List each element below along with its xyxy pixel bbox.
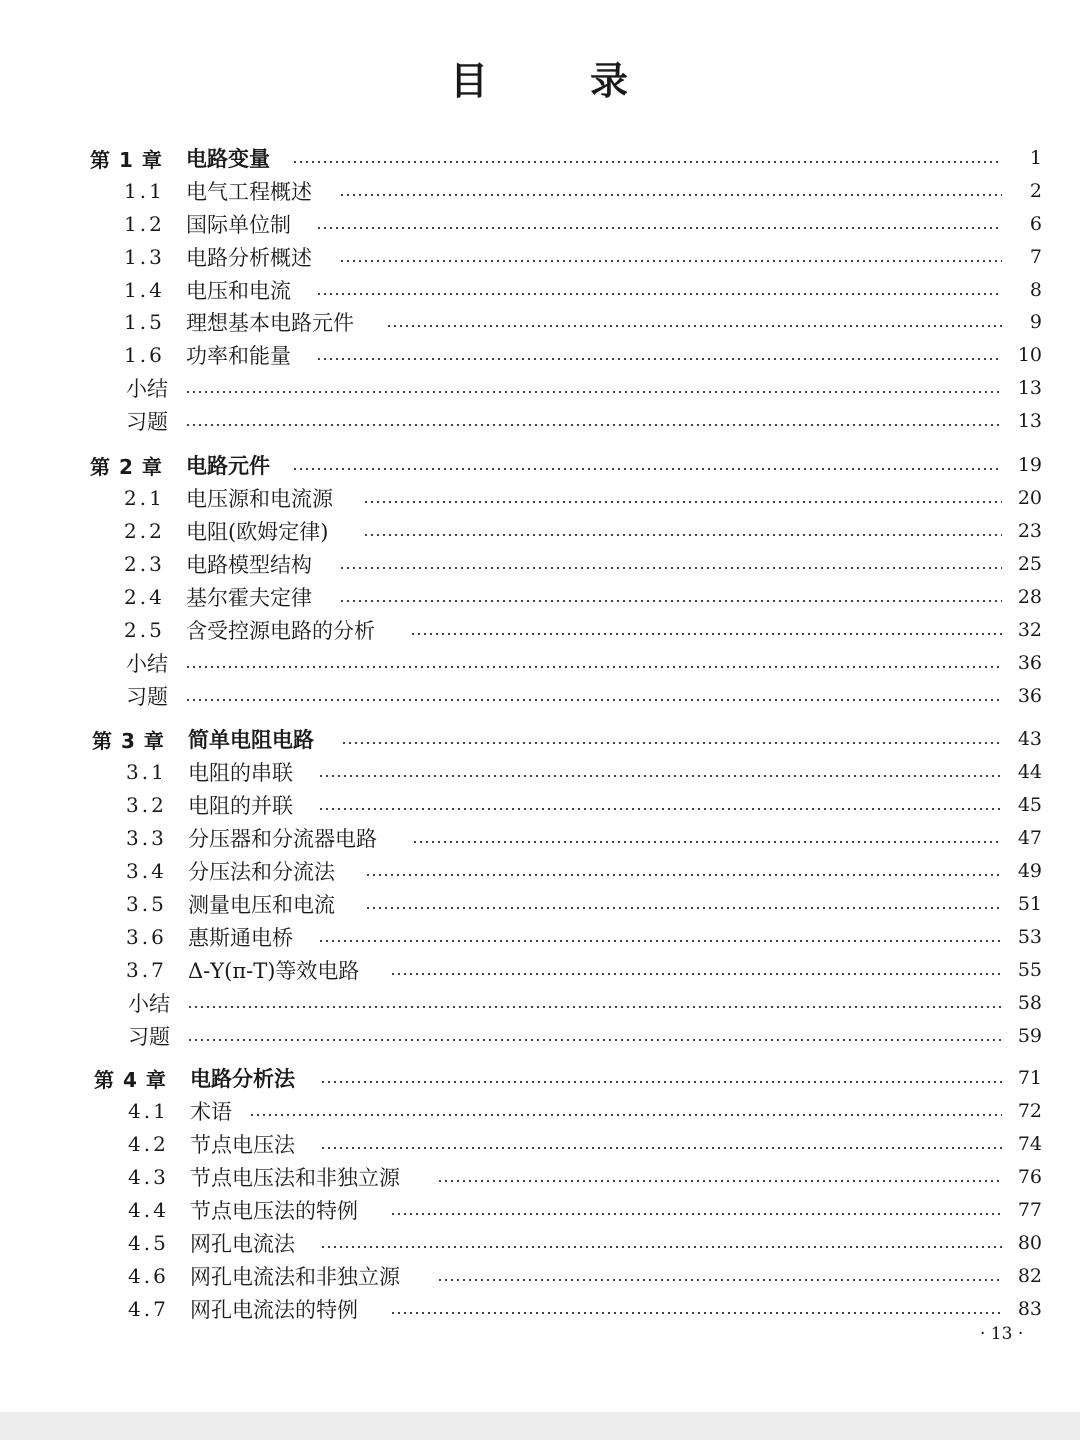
toc-entry-title: 节点电压法 — [190, 1129, 301, 1159]
toc-entry-title: 电阻的串联 — [188, 757, 299, 787]
toc-entry-number: 4.6 — [128, 1264, 169, 1288]
toc-entry-title: 分压器和分流器电路 — [188, 823, 383, 853]
toc-entry-number: 2.4 — [124, 585, 165, 609]
toc-page-number: 32 — [1002, 619, 1042, 641]
toc-entry-title: 国际单位制 — [186, 209, 297, 239]
toc-section-entry[interactable] — [0, 756, 1080, 788]
toc-page-number: 2 — [1002, 180, 1042, 202]
toc-entry-title: 电路模型结构 — [186, 549, 318, 579]
toc-section-entry[interactable] — [0, 339, 1080, 371]
toc-section-entry[interactable] — [0, 241, 1080, 273]
toc-page-number: 72 — [1002, 1100, 1042, 1122]
toc-leader-dots — [320, 1147, 1009, 1149]
toc-page-number: 71 — [1002, 1067, 1042, 1089]
toc-entry-title: 分压法和分流法 — [188, 856, 341, 886]
toc-leader-dots — [363, 501, 1009, 503]
toc-entry-title: 习题 — [128, 1021, 176, 1051]
toc-leader-dots — [339, 600, 1008, 602]
toc-leader-dots — [365, 907, 1009, 909]
toc-entry-title: 小结 — [128, 988, 176, 1018]
toc-leader-dots — [185, 666, 1008, 668]
toc-entry-title: 节点电压法的特例 — [190, 1195, 364, 1225]
toc-page-number: 8 — [1002, 279, 1042, 301]
toc-section-entry[interactable] — [0, 954, 1080, 986]
bottom-edge — [0, 1412, 1080, 1440]
title-char-2: 录 — [590, 58, 631, 103]
toc-misc-entry[interactable] — [0, 987, 1080, 1019]
toc-section-entry[interactable] — [0, 614, 1080, 646]
toc-page-number: 45 — [1002, 794, 1042, 816]
toc-page-number: 80 — [1002, 1232, 1042, 1254]
toc-page-number: 58 — [1002, 992, 1042, 1014]
toc-entry-number: 1.4 — [124, 278, 165, 302]
toc-entry-number: 2.3 — [124, 552, 165, 576]
toc-entry-number: 2.2 — [124, 519, 165, 543]
toc-section-entry[interactable] — [0, 1194, 1080, 1226]
toc-page-number: 55 — [1002, 959, 1042, 981]
toc-entry-number: 4.4 — [128, 1198, 169, 1222]
toc-entry-number: 4.5 — [128, 1231, 169, 1255]
toc-page-number: 36 — [1002, 685, 1042, 707]
toc-entry-title: 理想基本电路元件 — [186, 307, 360, 337]
toc-leader-dots — [318, 808, 1009, 810]
toc-page-number: 1 — [1002, 147, 1042, 169]
toc-entry-number: 2.1 — [124, 486, 165, 510]
toc-section-entry[interactable] — [0, 921, 1080, 953]
toc-entry-title: 测量电压和电流 — [188, 889, 341, 919]
toc-section-entry[interactable] — [0, 482, 1080, 514]
toc-entry-title: 基尔霍夫定律 — [186, 582, 318, 612]
toc-page-number: 20 — [1002, 487, 1042, 509]
toc-page-number: 47 — [1002, 827, 1042, 849]
toc-leader-dots — [185, 424, 1008, 426]
toc-misc-entry[interactable] — [0, 372, 1080, 404]
toc-section-entry[interactable] — [0, 888, 1080, 920]
toc-leader-dots — [410, 633, 1009, 635]
toc-section-entry[interactable] — [0, 822, 1080, 854]
toc-entry-title: 习题 — [126, 406, 174, 436]
toc-leader-dots — [437, 1279, 1008, 1281]
toc-leader-dots — [316, 293, 1009, 295]
toc-leader-dots — [320, 1246, 1009, 1248]
toc-entry-number: 3.3 — [126, 826, 167, 850]
toc-page-number: 13 — [1002, 410, 1042, 432]
toc-page-number: 25 — [1002, 553, 1042, 575]
toc-entry-title: 网孔电流法 — [190, 1228, 301, 1258]
toc-leader-dots — [390, 1213, 1008, 1215]
toc-page-number: 36 — [1002, 652, 1042, 674]
toc-leader-dots — [318, 775, 1009, 777]
toc-entry-title: 小结 — [126, 648, 174, 678]
toc-page-number: 51 — [1002, 893, 1042, 915]
toc-entry-title: 节点电压法和非独立源 — [190, 1162, 406, 1192]
toc-leader-dots — [437, 1180, 1008, 1182]
toc-section-entry[interactable] — [0, 1128, 1080, 1160]
toc-misc-entry[interactable] — [0, 680, 1080, 712]
toc-leader-dots — [187, 1039, 1008, 1041]
toc-section-entry[interactable] — [0, 1260, 1080, 1292]
toc-leader-dots — [316, 227, 1009, 229]
toc-section-entry[interactable] — [0, 1161, 1080, 1193]
toc-page-number: 9 — [1002, 311, 1042, 333]
toc-section-entry[interactable] — [0, 208, 1080, 240]
toc-leader-dots — [320, 1081, 1009, 1083]
toc-page-number: 53 — [1002, 926, 1042, 948]
toc-entry-title: 功率和能量 — [186, 340, 297, 370]
toc-entry-title: 习题 — [126, 681, 174, 711]
toc-entry-title: 网孔电流法的特例 — [190, 1294, 364, 1324]
toc-leader-dots — [386, 325, 1008, 327]
toc-entry-number: 第 1 章 — [90, 147, 163, 172]
toc-entry-number: 4.1 — [128, 1099, 169, 1123]
toc-entry-title: 电路分析法 — [190, 1063, 301, 1093]
toc-entry-title: 含受控源电路的分析 — [186, 615, 381, 645]
toc-section-entry[interactable] — [0, 1293, 1080, 1325]
toc-page-number: 6 — [1002, 213, 1042, 235]
toc-section-entry[interactable] — [0, 175, 1080, 207]
toc-section-entry[interactable] — [0, 515, 1080, 547]
toc-leader-dots — [292, 161, 1008, 163]
toc-entry-number: 第 4 章 — [94, 1067, 167, 1092]
toc-entry-title: 电阻的并联 — [188, 790, 299, 820]
toc-entry-title: 电路变量 — [186, 143, 276, 173]
toc-section-entry[interactable] — [0, 581, 1080, 613]
toc-entry-title: Δ-Y(π-T)等效电路 — [188, 955, 365, 985]
toc-leader-dots — [390, 973, 1008, 975]
toc-page-number: 28 — [1002, 586, 1042, 608]
toc-page-number: 23 — [1002, 520, 1042, 542]
toc-entry-number: 3.4 — [126, 859, 167, 883]
toc-section-entry[interactable] — [0, 855, 1080, 887]
toc-leader-dots — [187, 1006, 1008, 1008]
toc-entry-number: 1.6 — [124, 343, 165, 367]
toc-entry-number: 2.5 — [124, 618, 165, 642]
toc-entry-number: 4.3 — [128, 1165, 169, 1189]
toc-chapter-entry[interactable] — [0, 723, 1080, 755]
toc-section-entry[interactable] — [0, 789, 1080, 821]
toc-entry-title: 电路元件 — [186, 450, 276, 480]
toc-leader-dots — [339, 260, 1008, 262]
toc-page-number: 44 — [1002, 761, 1042, 783]
toc-page-number: 83 — [1002, 1298, 1042, 1320]
toc-leader-dots — [292, 468, 1008, 470]
toc-entry-title: 电压源和电流源 — [186, 483, 339, 513]
toc-leader-dots — [249, 1114, 1008, 1116]
toc-page-number: 59 — [1002, 1025, 1042, 1047]
toc-chapter-entry[interactable] — [0, 1062, 1080, 1094]
toc-entry-number: 3.2 — [126, 793, 167, 817]
toc-entry-number: 3.5 — [126, 892, 167, 916]
toc-entry-title: 电阻(欧姆定律) — [186, 516, 334, 546]
toc-entry-title: 电压和电流 — [186, 275, 297, 305]
toc-section-entry[interactable] — [0, 1095, 1080, 1127]
toc-chapter-entry[interactable] — [0, 449, 1080, 481]
toc-entry-title: 简单电阻电路 — [188, 724, 320, 754]
toc-leader-dots — [339, 194, 1008, 196]
page-title — [0, 50, 1080, 105]
toc-page-number: 82 — [1002, 1265, 1042, 1287]
toc-entry-number: 4.2 — [128, 1132, 169, 1156]
toc-entry-title: 网孔电流法和非独立源 — [190, 1261, 406, 1291]
toc-leader-dots — [341, 742, 1008, 744]
toc-entry-number: 1.1 — [124, 179, 165, 203]
toc-entry-number: 3.1 — [126, 760, 167, 784]
toc-page-number: 13 — [1002, 377, 1042, 399]
toc-leader-dots — [363, 534, 1008, 536]
toc-leader-dots — [316, 358, 1009, 360]
toc-section-entry[interactable] — [0, 306, 1080, 338]
toc-page-number: 77 — [1002, 1199, 1042, 1221]
toc-section-entry[interactable] — [0, 548, 1080, 580]
toc-entry-number: 3.6 — [126, 925, 167, 949]
toc-entry-title: 术语 — [190, 1096, 238, 1126]
toc-page-number: 43 — [1002, 728, 1042, 750]
toc-entry-number: 1.5 — [124, 310, 165, 334]
toc-page-number: 10 — [1002, 344, 1042, 366]
toc-leader-dots — [318, 940, 1009, 942]
toc-entry-number: 第 2 章 — [90, 454, 163, 479]
toc-entry-number: 1.2 — [124, 212, 165, 236]
toc-leader-dots — [365, 874, 1009, 876]
toc-section-entry[interactable] — [0, 274, 1080, 306]
toc-page-number: 76 — [1002, 1166, 1042, 1188]
toc-entry-number: 4.7 — [128, 1297, 169, 1321]
toc-page-number: 19 — [1002, 454, 1042, 476]
toc-section-entry[interactable] — [0, 1227, 1080, 1259]
toc-misc-entry[interactable] — [0, 647, 1080, 679]
toc-entry-number: 1.3 — [124, 245, 165, 269]
toc-entry-title: 惠斯通电桥 — [188, 922, 299, 952]
page-number-footer: · 13 · — [980, 1324, 1024, 1344]
toc-page-number: 74 — [1002, 1133, 1042, 1155]
toc-entry-number: 3.7 — [126, 958, 167, 982]
title-char-1: 目 — [449, 58, 490, 103]
toc-leader-dots — [339, 567, 1008, 569]
toc-page-number: 49 — [1002, 860, 1042, 882]
toc-misc-entry[interactable] — [0, 1020, 1080, 1052]
toc-chapter-entry[interactable] — [0, 142, 1080, 174]
toc-leader-dots — [390, 1312, 1008, 1314]
toc-entry-title: 电气工程概述 — [186, 176, 318, 206]
toc-leader-dots — [412, 841, 1009, 843]
toc-leader-dots — [185, 699, 1008, 701]
toc-entry-title: 小结 — [126, 373, 174, 403]
toc-page-number: 7 — [1002, 246, 1042, 268]
toc-misc-entry[interactable] — [0, 405, 1080, 437]
toc-leader-dots — [185, 391, 1008, 393]
toc-entry-number: 第 3 章 — [92, 728, 165, 753]
toc-entry-title: 电路分析概述 — [186, 242, 318, 272]
